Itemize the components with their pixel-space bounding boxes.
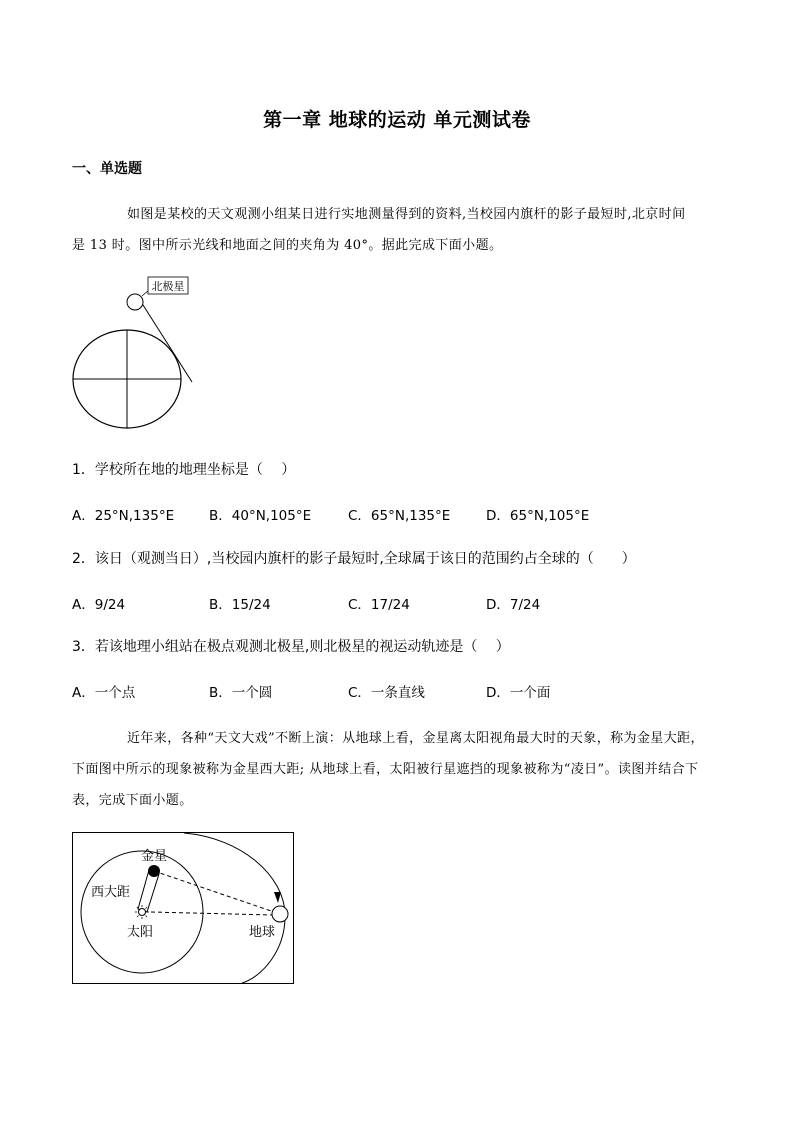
question-1: 1．学校所在地的地理坐标是（ ） xyxy=(72,462,296,478)
section-heading: 一、单选题 xyxy=(72,161,142,177)
venus-label: 金星 xyxy=(141,849,168,864)
question-1-option-c[interactable]: C．65°N,135°E xyxy=(348,508,451,524)
question-2-option-d[interactable]: D．7/24 xyxy=(486,597,541,613)
polaris-star-icon xyxy=(127,294,143,310)
question-2-option-a[interactable]: A．9/24 xyxy=(72,597,126,613)
light-ray xyxy=(136,294,192,382)
passage1-line1: 如图是某校的天文观测小组某日进行实地测量得到的资料,当校园内旗杆的影子最短时,北京时间 xyxy=(127,207,686,222)
question-2: 2．该日（观测当日）,当校园内旗杆的影子最短时,全球属于该日的范围约占全球的（ ） xyxy=(72,551,636,567)
earth-icon xyxy=(272,906,288,922)
elongation-label: 西大距 xyxy=(91,885,131,900)
sun-label: 太阳 xyxy=(127,925,154,940)
passage1-line2: 是 13 时。图中所示光线和地面之间的夹角为 40°。据此完成下面小题。 xyxy=(72,238,503,253)
figure-venus-elongation xyxy=(72,832,294,984)
page-title: 第一章 地球的运动 单元测试卷 xyxy=(263,109,531,131)
earth-label: 地球 xyxy=(249,925,276,940)
question-1-option-a[interactable]: A．25°N,135°E xyxy=(72,508,175,524)
polaris-label: 北极星 xyxy=(151,280,185,293)
passage2-line1: 近年来，各种“天文大戏”不断上演：从地球上看，金星离太阳视角最大时的天象，称为金星大距， xyxy=(127,731,704,746)
passage2-line3: 表，完成下面小题。 xyxy=(72,793,193,808)
question-2-option-b[interactable]: B．15/24 xyxy=(209,597,271,613)
question-3: 3．若该地理小组站在极点观测北极星,则北极星的视运动轨迹是（ ） xyxy=(72,639,510,655)
venus-icon xyxy=(148,865,160,877)
question-3-option-d[interactable]: D．一个面 xyxy=(486,685,551,701)
question-2-option-c[interactable]: C．17/24 xyxy=(348,597,410,613)
question-3-option-b[interactable]: B．一个圆 xyxy=(209,685,273,701)
passage2-line2: 下面图中所示的现象被称为金星西大距; 从地球上看，太阳被行星遮挡的现象被称为“凌日”。读图并结合下 xyxy=(72,762,699,777)
question-1-option-b[interactable]: B．40°N,105°E xyxy=(209,508,312,524)
question-1-option-d[interactable]: D．65°N,105°E xyxy=(486,508,590,524)
question-3-option-a[interactable]: A．一个点 xyxy=(72,685,136,701)
figure-polaris-diagram xyxy=(65,272,205,432)
question-3-option-c[interactable]: C．一条直线 xyxy=(348,685,425,701)
